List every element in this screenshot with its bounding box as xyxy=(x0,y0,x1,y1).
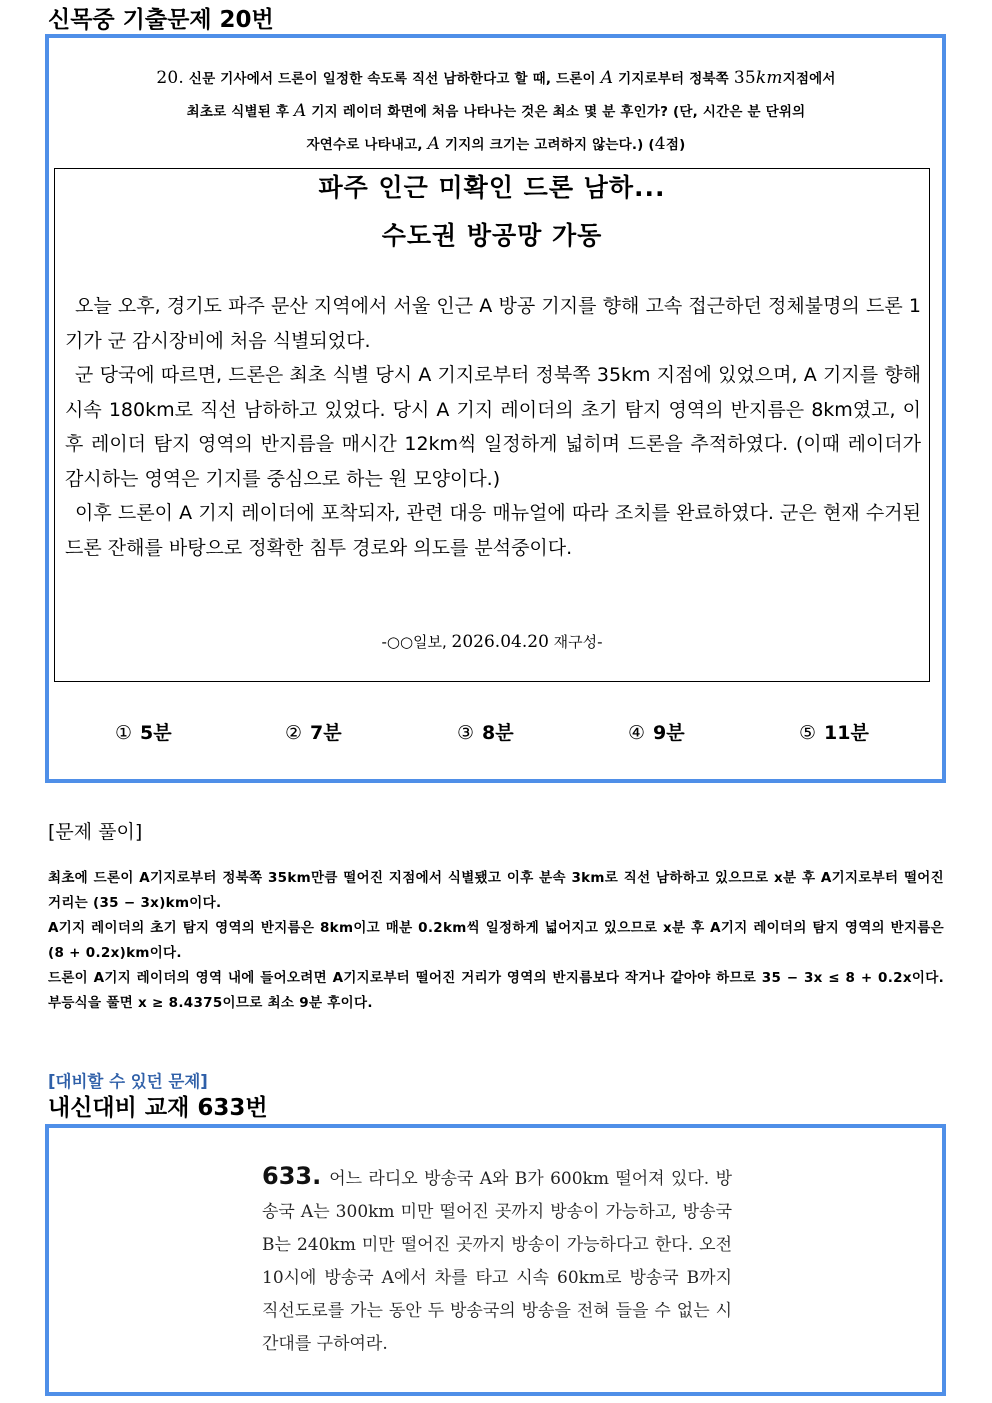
article-title-line2: 수도권 방공망 가동 xyxy=(381,221,603,250)
choice-4[interactable]: ④ 9분 xyxy=(628,722,685,744)
solution-line-2: A기지 레이더의 초기 탐지 영역의 반지름은 8km이고 매분 0.2km씩 일정하게 넓어지고 있으므로 x분 후 A기지 레이더의 탐지 영역의 반지름은 (8 + 0.2x)km이다. xyxy=(48,920,944,961)
news-article xyxy=(54,168,930,682)
choice-5[interactable]: ⑤ 11분 xyxy=(799,722,869,744)
textbook-problem xyxy=(262,1160,732,1361)
article-body xyxy=(65,289,921,565)
solution-text xyxy=(48,866,944,1016)
choice-2[interactable]: ② 7분 xyxy=(285,722,342,744)
question-number: 20. xyxy=(156,68,184,88)
solution-label: [문제 풀이] xyxy=(48,821,143,843)
question-text: 20. 신문 기사에서 드론이 일정한 속도록 직선 남하한다고 할 때, 드론이 A 기지로부터 정북쪽 35km지점에서 최초로 식별된 후 A 기지 레이더 화면에 처음 나타나는 것은 최소 몇 분 후인가? (단, 시간은 분 단위의 자연수로 나타내고, A 기지의 크기는 고려하지 않는다.) (4점) xyxy=(156,68,836,154)
choice-3[interactable]: ③ 8분 xyxy=(457,722,514,744)
article-paragraph-3: 이후 드론이 A 기지 레이더에 포착되자, 관련 대응 매뉴얼에 따라 조치를 완료하였다. 군은 현재 수거된 드론 잔해를 바탕으로 정확한 침투 경로와 의도를 분석중이다. xyxy=(65,502,921,559)
solution-line-3: 드론이 A기지 레이더의 영역 내에 들어오려면 A기지로부터 떨어진 거리가 영역의 반지름보다 작거나 같아야 하므로 35 − 3x ≤ 8 + 0.2x이다. 부등식을 풀면 x ≥ 8.4375이므로 최소 9분 후이다. xyxy=(48,970,944,1011)
textbook-title: 내신대비 교재 633번 xyxy=(48,1095,268,1121)
article-paragraph-1: 오늘 오후, 경기도 파주 문산 지역에서 서울 인근 A 방공 기지를 향해 고속 접근하던 정체불명의 드론 1기가 군 감시장비에 처음 식별되었다. xyxy=(65,295,921,352)
exam-title: 신목중 기출문제 20번 xyxy=(48,7,274,33)
article-paragraph-2: 군 당국에 따르면, 드론은 최초 식별 당시 A 기지로부터 정북쪽 35km 지점에 있었으며, A 기지를 향해 시속 180km로 직선 남하하고 있었다. 당시 A 기지 레이더의 초기 탐지 영역의 반지름은 8km였고, 이후 레이더 탐지 영역의 반지름을 매시간 12km씩 일정하게 넓히며 드론을 추적하였다. (이때 레이더가 감시하는 영역은 기지를 중심으로 하는 원 모양이다.) xyxy=(65,364,921,490)
article-title-line1: 파주 인근 미확인 드론 남하... xyxy=(318,173,666,202)
choice-1[interactable]: ① 5분 xyxy=(115,722,172,744)
answer-choices xyxy=(0,718,992,748)
textbook-problem-number: 633. xyxy=(262,1162,322,1190)
prep-label: [대비할 수 있던 문제] xyxy=(48,1072,208,1091)
article-source: -○○일보, 2026.04.20 재구성- xyxy=(381,632,603,652)
textbook-problem-text: 어느 라디오 방송국 A와 B가 600km 떨어져 있다. 방송국 A는 300km 미만 떨어진 곳까지 방송이 가능하고, 방송국 B는 240km 미만 떨어진 곳까지 방송이 가능하다고 한다. 오전 10시에 방송국 A에서 차를 타고 시속 60km로 방송국 B까지 직선도로를 가는 동안 두 방송국의 방송을 전혀 들을 수 없는 시간대를 구하여라. xyxy=(262,1169,732,1354)
solution-line-1: 최초에 드론이 A기지로부터 정북쪽 35km만큼 떨어진 지점에서 식별됐고 이후 분속 3km로 직선 남하하고 있으므로 x분 후 A기지로부터 떨어진 거리는 (35 − 3x)km이다. xyxy=(48,870,944,911)
